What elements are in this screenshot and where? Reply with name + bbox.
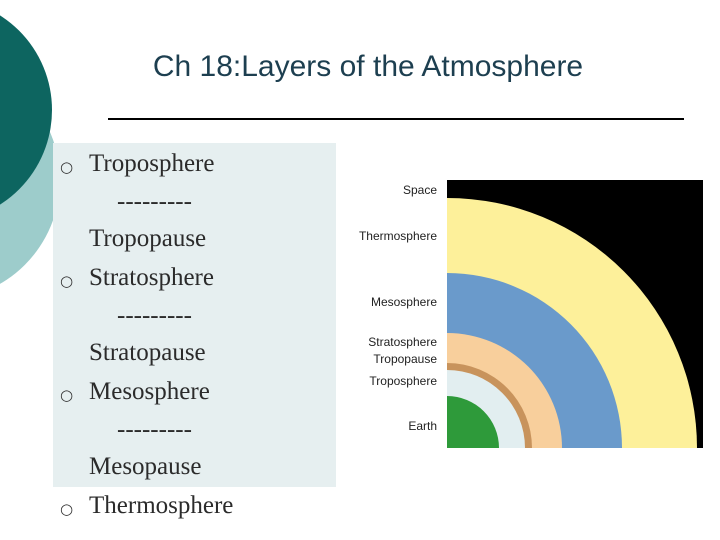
- separator-line: ---------: [117, 416, 192, 443]
- bullet-icon: ○: [60, 158, 74, 176]
- bullet-icon: ○: [60, 272, 74, 290]
- label-stratosphere: Stratosphere: [368, 335, 437, 349]
- boundary-stratopause: Stratopause: [89, 339, 206, 366]
- separator-line: ---------: [117, 188, 192, 215]
- bullet-list-background: [53, 143, 336, 487]
- bullet-icon: ○: [60, 386, 74, 404]
- label-thermosphere: Thermosphere: [358, 229, 437, 243]
- title-divider: [108, 118, 684, 120]
- label-space: Space: [402, 183, 437, 197]
- bullet-thermosphere: Thermosphere: [89, 492, 234, 519]
- boundary-tropopause: Tropopause: [89, 225, 207, 252]
- atmosphere-layers-diagram: [340, 176, 710, 452]
- label-troposphere: Troposphere: [369, 374, 437, 388]
- label-tropopause: Tropopause: [373, 352, 437, 366]
- label-mesosphere: Mesosphere: [370, 295, 437, 309]
- label-earth: Earth: [408, 419, 437, 433]
- slide-title: Ch 18:Layers of the Atmosphere: [152, 50, 584, 83]
- bullet-stratosphere: Stratosphere: [89, 264, 214, 291]
- boundary-mesopause: Mesopause: [89, 453, 202, 480]
- bullet-troposphere: Troposphere: [89, 150, 215, 177]
- bullet-mesosphere: Mesosphere: [89, 378, 210, 405]
- bullet-icon: ○: [60, 500, 74, 518]
- separator-line: ---------: [117, 302, 192, 329]
